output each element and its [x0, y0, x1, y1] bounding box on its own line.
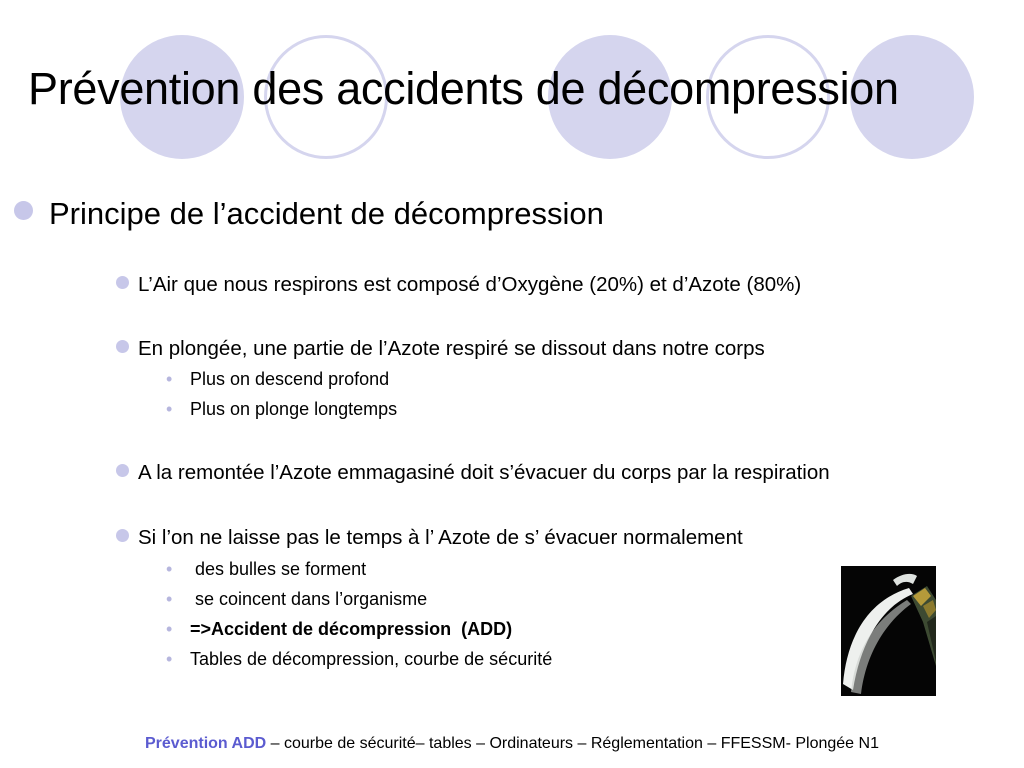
point-remontee-text: A la remontée l’Azote emmagasiné doit s’évacuer du corps par la respiration: [138, 461, 830, 484]
point-air: [116, 273, 801, 297]
dot-bullet-icon: •: [166, 559, 173, 579]
sub-point-text: =>Accident de décompression (ADD): [190, 619, 513, 639]
dot-bullet-icon: •: [166, 619, 173, 639]
sub-point-text: Tables de décompression, courbe de sécurité: [190, 649, 553, 669]
main-bullet-text: Principe de l’accident de décompression: [49, 196, 604, 231]
main-bullet: [14, 196, 604, 232]
point-plongee: [116, 337, 765, 361]
sub-point-longtemps: [166, 399, 397, 420]
dot-bullet-icon: •: [166, 399, 173, 419]
point-air-text: L’Air que nous respirons est composé d’Oxygène (20%) et d’Azote (80%): [138, 273, 802, 296]
footer: [0, 735, 1024, 753]
bullet-icon: [14, 201, 33, 220]
dot-bullet-icon: •: [166, 369, 173, 389]
point-temps-text: Si l’on ne laisse pas le temps à l’ Azote de s’ évacuer normalement: [138, 526, 743, 549]
sub-point-add: [166, 619, 512, 640]
champagne-bottle-photo: [841, 566, 936, 696]
point-plongee-text: En plongée, une partie de l’Azote respiré se dissout dans notre corps: [138, 337, 765, 360]
bullet-icon: [116, 464, 129, 477]
bullet-icon: [116, 340, 129, 353]
slide-title: Prévention des accidents de décompression: [28, 63, 899, 114]
footer-accent: Prévention ADD: [145, 735, 267, 752]
footer-text: – courbe de sécurité– tables – Ordinateurs – Réglementation – FFESSM- Plongée N1: [266, 735, 879, 752]
sub-point-bulles: [166, 559, 366, 580]
sub-point-text: Plus on plonge longtemps: [190, 399, 398, 419]
dot-bullet-icon: •: [166, 589, 173, 609]
sub-point-coincent: [166, 589, 427, 610]
sub-point-tables: [166, 649, 552, 670]
point-remontee: [116, 461, 830, 485]
dot-bullet-icon: •: [166, 649, 173, 669]
point-temps: [116, 526, 743, 550]
champagne-bottle-icon: [841, 566, 936, 696]
sub-point-profond: [166, 369, 389, 390]
sub-point-text: Plus on descend profond: [190, 369, 390, 389]
bullet-icon: [116, 529, 129, 542]
sub-point-text: se coincent dans l’organisme: [190, 589, 428, 609]
bullet-icon: [116, 276, 129, 289]
sub-point-text: des bulles se forment: [190, 559, 367, 579]
